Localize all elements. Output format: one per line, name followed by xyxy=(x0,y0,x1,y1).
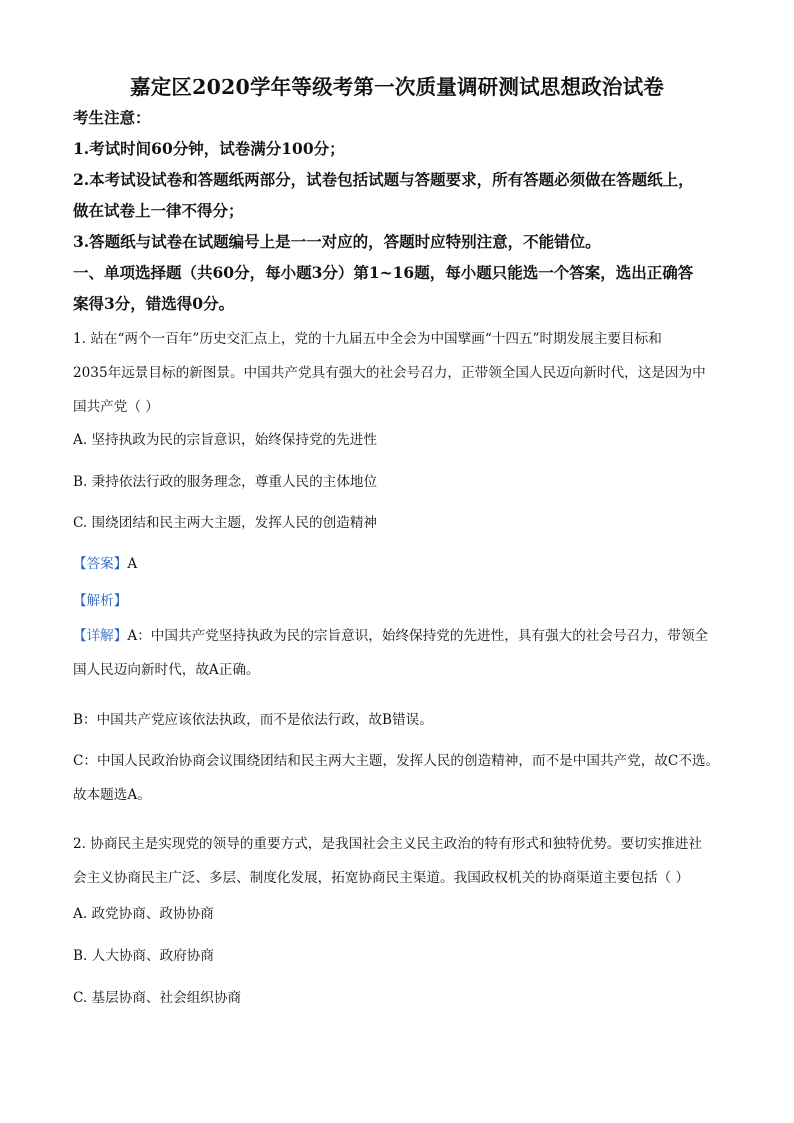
notice-item-2-line-2: 做在试卷上一律不得分； xyxy=(73,201,244,220)
q1-option-b-text: B. 秉持依法行政的服务理念，尊重人民的主体地位 xyxy=(73,474,378,490)
detail-line-1: A：中国共产党坚持执政为民的宗旨意识，始终保持党的先进性，具有强大的社会号召力，带领全 xyxy=(127,628,709,644)
section-heading-line-2: 案得3分，错选得0分。 xyxy=(73,294,235,313)
q2-option-a xyxy=(73,897,733,931)
q2-option-a-text: A. 政党协商、政协协商 xyxy=(73,906,214,922)
detail-line-2: 国人民迈向新时代，故A正确。 xyxy=(73,662,260,678)
q1-stem-line-1: 1. 站在“两个一百年”历史交汇点上，党的十九届五中全会为中国擘画“十四五”时期发展主要目标和 xyxy=(73,331,662,347)
q1-detail xyxy=(73,619,733,687)
q1-detail-b xyxy=(73,703,733,737)
q1-detail-c xyxy=(73,744,733,812)
q1-answer xyxy=(73,547,733,581)
q1-option-b xyxy=(73,465,733,499)
notice-item-3: 3.答题纸与试卷在试题编号上是一一对应的，答题时应特别注意，不能错位。 xyxy=(73,232,601,251)
q1-option-c-text: C. 围绕团结和民主两大主题，发挥人民的创造精神 xyxy=(73,515,378,531)
notice-block xyxy=(73,102,733,319)
q2-option-c xyxy=(73,981,733,1015)
exam-title: 嘉定区2020学年等级考第一次质量调研测试思想政治试卷 xyxy=(130,75,664,99)
detail-label: 【详解】 xyxy=(73,628,128,644)
analysis-label: 【解析】 xyxy=(73,593,128,609)
q2-stem-line-1: 2. 协商民主是实现党的领导的重要方式，是我国社会主义民主政治的特有形式和独特优势。要切实推进社 xyxy=(73,836,703,852)
question-2 xyxy=(73,827,733,895)
q1-stem-line-2: 2035年远景目标的新图景。中国共产党具有强大的社会号召力，正带领全国人民迈向新时代，这是因为中 xyxy=(73,365,706,381)
section-heading-line-1: 一、单项选择题（共60分，每小题3分）第1~16题，每小题只能选一个答案，选出正确答 xyxy=(73,263,694,282)
question-1 xyxy=(73,322,733,424)
answer-label: 【答案】 xyxy=(73,556,128,572)
q1-stem-line-3: 国共产党（ ） xyxy=(73,399,159,415)
q2-option-c-text: C. 基层协商、社会组织协商 xyxy=(73,990,242,1006)
q1-option-a-text: A. 坚持执政为民的宗旨意识，始终保持党的先进性 xyxy=(73,432,377,448)
q1-option-c xyxy=(73,506,733,540)
answer-value: A xyxy=(127,556,138,572)
detail-b-text: B：中国共产党应该依法执政，而不是依法行政，故B错误。 xyxy=(73,712,433,728)
q2-stem-line-2: 会主义协商民主广泛、多层、制度化发展，拓宽协商民主渠道。我国政权机关的协商渠道主要包括（ ） xyxy=(73,870,690,886)
notice-item-1: 1.考试时间60分钟，试卷满分100分； xyxy=(73,139,345,158)
detail-c-text: C：中国人民政治协商会议围绕团结和民主两大主题，发挥人民的创造精神，而不是中国共产党，故C不选。 xyxy=(73,753,720,769)
q2-option-b xyxy=(73,939,733,973)
conclusion-text: 故本题选A。 xyxy=(73,787,151,803)
q1-analysis xyxy=(73,584,733,618)
notice-item-2-line-1: 2.本考试设试卷和答题纸两部分，试卷包括试题与答题要求，所有答题必须做在答题纸上， xyxy=(73,170,694,189)
q2-option-b-text: B. 人大协商、政府协商 xyxy=(73,948,214,964)
q1-option-a xyxy=(73,423,733,457)
notice-heading: 考生注意： xyxy=(73,108,151,127)
